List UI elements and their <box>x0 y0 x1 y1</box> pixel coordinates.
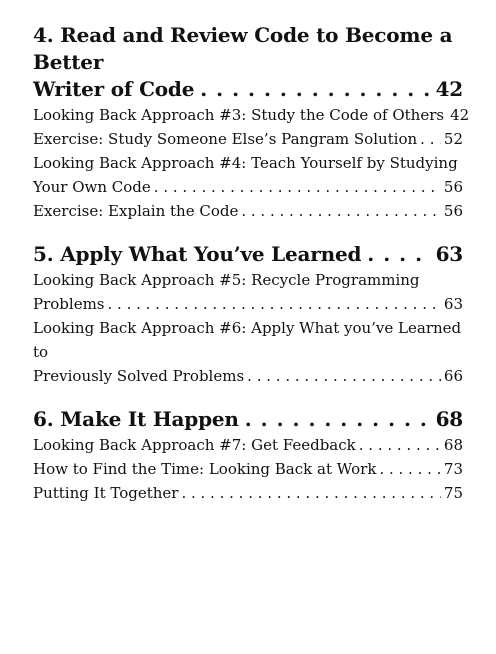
chapter-page-number: 63 <box>435 242 463 266</box>
entry-page-number: 73 <box>443 460 463 478</box>
dot-leader <box>241 199 441 223</box>
chapter-title: 6. Make It Happen <box>33 407 239 431</box>
chapter-6 <box>33 406 463 505</box>
entry-title-line: Previously Solved Problems <box>33 367 245 385</box>
dot-leader <box>245 406 430 433</box>
entry-page-number: 56 <box>443 202 463 220</box>
entry-page-number: 52 <box>443 130 463 148</box>
toc-entry[interactable] <box>33 151 463 199</box>
entry-title: Exercise: Explain the Code <box>33 202 239 220</box>
chapter-title: 5. Apply What You’ve Learned <box>33 242 362 266</box>
toc-entry[interactable] <box>33 481 463 505</box>
entry-page-number: 56 <box>443 178 463 196</box>
entry-title: Looking Back Approach #7: Get Feedback <box>33 436 356 454</box>
entry-title-line: Looking Back Approach #6: Apply What you’ve Learned to <box>33 319 462 361</box>
entry-page-number: 68 <box>443 436 463 454</box>
chapter-heading[interactable] <box>33 241 463 268</box>
chapter-page-number: 42 <box>435 77 463 101</box>
entry-title-line: Problems <box>33 295 105 313</box>
entry-title-line: Looking Back Approach #4: Teach Yourself by Studying <box>33 154 458 172</box>
chapter-page-number: 68 <box>435 407 463 431</box>
dot-leader <box>420 127 441 151</box>
toc-entry[interactable] <box>33 268 463 316</box>
entry-title: Exercise: Study Someone Else’s Pangram Solution <box>33 130 418 148</box>
entry-title: Putting It Together <box>33 484 179 502</box>
toc-entry[interactable] <box>33 127 463 151</box>
dot-leader <box>379 457 440 481</box>
chapter-title-line: 4. Read and Review Code to Become a Better <box>33 23 453 74</box>
dot-leader <box>359 433 441 457</box>
dot-leader <box>108 292 441 316</box>
entry-title: How to Find the Time: Looking Back at Work <box>33 460 377 478</box>
table-of-contents <box>33 22 470 523</box>
dot-leader <box>154 175 441 199</box>
dot-leader <box>181 481 440 505</box>
toc-entry[interactable] <box>33 103 470 127</box>
toc-entry[interactable] <box>33 457 463 481</box>
entry-page-number: 75 <box>443 484 463 502</box>
chapter-title-line: Writer of Code <box>33 77 195 101</box>
entry-page-number: 66 <box>443 367 463 385</box>
entry-title-line: Your Own Code <box>33 178 151 196</box>
dot-leader <box>200 76 429 103</box>
chapter-heading[interactable] <box>33 406 463 433</box>
entry-page-number: 42 <box>450 106 470 124</box>
toc-entry[interactable] <box>33 433 463 457</box>
toc-entry[interactable] <box>33 316 463 388</box>
chapter-4 <box>33 22 470 223</box>
toc-entry[interactable] <box>33 199 463 223</box>
chapter-5 <box>33 241 463 388</box>
entry-page-number: 63 <box>443 295 463 313</box>
dot-leader <box>247 364 441 388</box>
entry-title: Looking Back Approach #3: Study the Code of Others <box>33 106 445 124</box>
dot-leader <box>367 241 429 268</box>
entry-title-line: Looking Back Approach #5: Recycle Programming <box>33 271 420 289</box>
chapter-heading[interactable] <box>33 22 463 103</box>
